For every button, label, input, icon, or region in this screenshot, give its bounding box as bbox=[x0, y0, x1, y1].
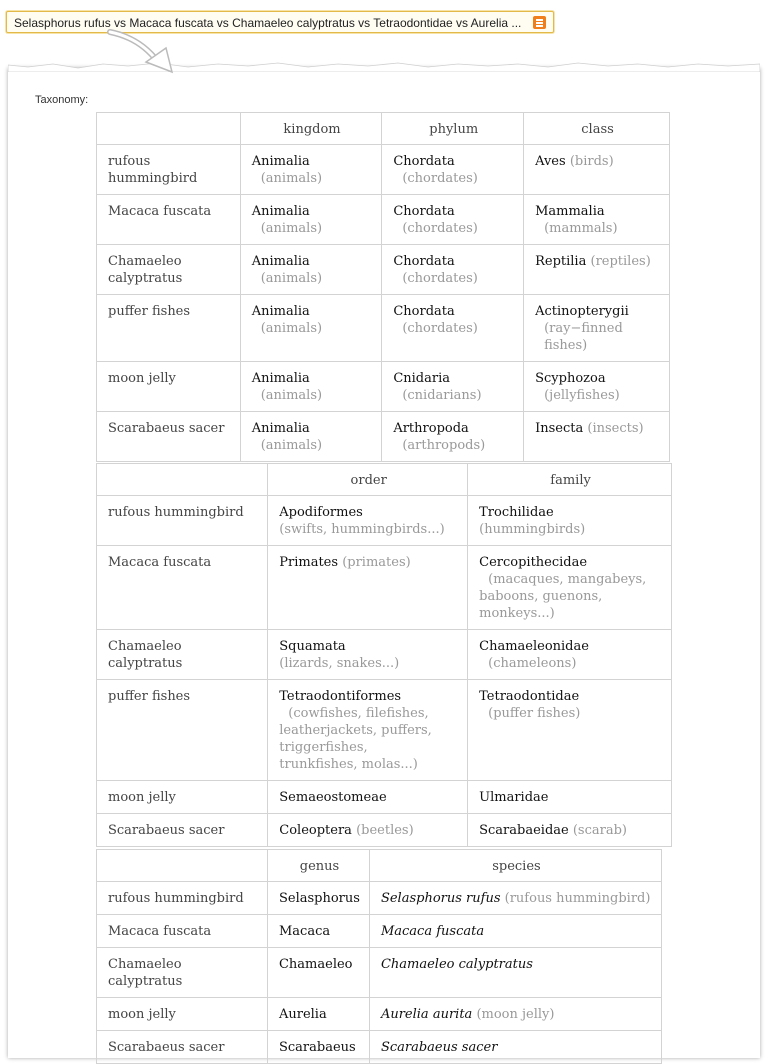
order-note: (beetles) bbox=[356, 823, 414, 838]
family-note: (macaques, mangabeys, baboons, guenons, monkeys...) bbox=[479, 572, 647, 621]
phylum-cell bbox=[382, 245, 524, 295]
species-cell bbox=[369, 915, 661, 948]
table-row bbox=[97, 295, 670, 362]
genus-cell: Selasphorus bbox=[267, 882, 369, 915]
row-name: moon jelly bbox=[97, 781, 268, 814]
table-header-row bbox=[97, 464, 672, 496]
phylum-value: Chordata bbox=[393, 254, 455, 269]
kingdom-value: Animalia bbox=[251, 421, 310, 436]
phylum-cell bbox=[382, 145, 524, 195]
table-row bbox=[97, 546, 672, 630]
class-note: (insects) bbox=[587, 421, 644, 436]
row-name: rufous hummingbird bbox=[97, 496, 268, 546]
family-note: (puffer fishes) bbox=[488, 706, 581, 721]
kingdom-cell bbox=[240, 412, 382, 462]
phylum-cell bbox=[382, 295, 524, 362]
table-row bbox=[97, 245, 670, 295]
phylum-cell bbox=[382, 362, 524, 412]
order-value: Apodiformes bbox=[279, 505, 363, 520]
family-cell bbox=[468, 814, 672, 847]
kingdom-cell bbox=[240, 145, 382, 195]
species-value: Selasphorus rufus bbox=[380, 891, 501, 906]
order-value: Squamata bbox=[279, 639, 346, 654]
kingdom-note: (animals) bbox=[260, 271, 323, 286]
row-name: puffer fishes bbox=[97, 680, 268, 781]
kingdom-note: (animals) bbox=[260, 388, 323, 403]
taxonomy-table-kingdom-class bbox=[96, 112, 670, 462]
class-value: Insecta bbox=[535, 421, 584, 436]
row-name: Macaca fuscata bbox=[97, 546, 268, 630]
kingdom-cell bbox=[240, 295, 382, 362]
table-row bbox=[97, 1031, 662, 1064]
curved-arrow-icon bbox=[100, 28, 180, 80]
row-name: puffer fishes bbox=[97, 295, 241, 362]
class-cell bbox=[524, 195, 670, 245]
header-species: species bbox=[369, 850, 661, 882]
header-kingdom: kingdom bbox=[240, 113, 382, 145]
header-class: class bbox=[524, 113, 670, 145]
header-blank bbox=[97, 113, 241, 145]
taxonomy-table-genus-species bbox=[96, 849, 662, 1064]
genus-cell: Chamaeleo bbox=[267, 948, 369, 998]
order-note: (lizards, snakes...) bbox=[279, 656, 400, 671]
family-value: Tetraodontidae bbox=[479, 689, 580, 704]
kingdom-value: Animalia bbox=[251, 154, 310, 169]
class-note: (ray−finned fishes) bbox=[544, 321, 623, 353]
phylum-cell bbox=[382, 195, 524, 245]
family-cell bbox=[468, 630, 672, 680]
class-cell bbox=[524, 245, 670, 295]
species-value: Aurelia aurita bbox=[380, 1007, 473, 1022]
order-cell bbox=[268, 814, 468, 847]
table-row bbox=[97, 145, 670, 195]
class-value: Actinopterygii bbox=[535, 304, 629, 319]
row-name: Macaca fuscata bbox=[97, 915, 268, 948]
row-name: rufous hummingbird bbox=[97, 145, 241, 195]
genus-cell: Aurelia bbox=[267, 998, 369, 1031]
row-name: Chamaeleo calyptratus bbox=[97, 245, 241, 295]
genus-cell: Scarabaeus bbox=[267, 1031, 369, 1064]
phylum-note: (chordates) bbox=[402, 321, 478, 336]
table-row bbox=[97, 195, 670, 245]
kingdom-cell bbox=[240, 362, 382, 412]
species-value: Scarabaeus sacer bbox=[380, 1040, 498, 1055]
header-family: family bbox=[468, 464, 672, 496]
family-note: (hummingbirds) bbox=[479, 522, 586, 537]
row-name: Scarabaeus sacer bbox=[97, 1031, 268, 1064]
class-cell bbox=[524, 412, 670, 462]
row-name: moon jelly bbox=[97, 362, 241, 412]
table-row bbox=[97, 814, 672, 847]
header-genus: genus bbox=[267, 850, 369, 882]
order-cell bbox=[268, 546, 468, 630]
family-note: (chameleons) bbox=[488, 656, 577, 671]
header-phylum: phylum bbox=[382, 113, 524, 145]
query-text[interactable]: Selasphorus rufus vs Macaca fuscata vs Chamaeleo calyptratus vs Tetraodontidae vs Aurelia ... bbox=[14, 16, 522, 30]
kingdom-note: (animals) bbox=[260, 221, 323, 236]
species-value: Chamaeleo calyptratus bbox=[380, 957, 533, 972]
species-note: (moon jelly) bbox=[476, 1007, 555, 1022]
species-note: (rufous hummingbird) bbox=[504, 891, 651, 906]
class-cell bbox=[524, 295, 670, 362]
table-row bbox=[97, 412, 670, 462]
kingdom-note: (animals) bbox=[260, 438, 323, 453]
order-cell bbox=[268, 496, 468, 546]
kingdom-cell bbox=[240, 245, 382, 295]
family-value: Ulmaridae bbox=[479, 790, 549, 805]
phylum-note: (chordates) bbox=[402, 271, 478, 286]
order-value: Primates bbox=[279, 555, 339, 570]
kingdom-note: (animals) bbox=[260, 321, 323, 336]
kingdom-value: Animalia bbox=[251, 254, 310, 269]
query-input[interactable] bbox=[6, 11, 554, 33]
family-cell bbox=[468, 496, 672, 546]
order-note: (primates) bbox=[342, 555, 411, 570]
class-value: Reptilia bbox=[535, 254, 587, 269]
species-cell bbox=[369, 1031, 661, 1064]
phylum-cell bbox=[382, 412, 524, 462]
class-value: Mammalia bbox=[535, 204, 605, 219]
family-cell bbox=[468, 781, 672, 814]
class-cell bbox=[524, 145, 670, 195]
phylum-note: (cnidarians) bbox=[402, 388, 482, 403]
orange-menu-icon[interactable] bbox=[533, 16, 546, 29]
table-row bbox=[97, 630, 672, 680]
taxonomy-table-order-family bbox=[96, 463, 672, 847]
header-blank bbox=[97, 464, 268, 496]
kingdom-note: (animals) bbox=[260, 171, 323, 186]
order-cell bbox=[268, 680, 468, 781]
row-name: Scarabaeus sacer bbox=[97, 412, 241, 462]
order-value: Semaeostomeae bbox=[279, 790, 387, 805]
table-row bbox=[97, 496, 672, 546]
family-value: Cercopithecidae bbox=[479, 555, 588, 570]
class-note: (birds) bbox=[569, 154, 614, 169]
kingdom-cell bbox=[240, 195, 382, 245]
class-note: (mammals) bbox=[544, 221, 618, 236]
row-name: Chamaeleo calyptratus bbox=[97, 630, 268, 680]
class-note: (reptiles) bbox=[590, 254, 651, 269]
class-note: (jellyfishes) bbox=[544, 388, 620, 403]
table-row bbox=[97, 882, 662, 915]
table-header-row bbox=[97, 113, 670, 145]
order-note: (cowfishes, filefishes, leatherjackets, puffers, triggerfishes, trunkfishes, molas...) bbox=[279, 706, 432, 772]
family-note: (scarab) bbox=[572, 823, 627, 838]
family-cell bbox=[468, 546, 672, 630]
phylum-value: Chordata bbox=[393, 204, 455, 219]
phylum-note: (chordates) bbox=[402, 171, 478, 186]
order-note: (swifts, hummingbirds...) bbox=[279, 522, 445, 537]
species-cell bbox=[369, 882, 661, 915]
species-cell bbox=[369, 948, 661, 998]
phylum-value: Arthropoda bbox=[393, 421, 469, 436]
phylum-note: (chordates) bbox=[402, 221, 478, 236]
family-value: Scarabaeidae bbox=[479, 823, 569, 838]
phylum-value: Chordata bbox=[393, 154, 455, 169]
header-order: order bbox=[268, 464, 468, 496]
section-label-taxonomy: Taxonomy: bbox=[35, 94, 89, 106]
row-name: Chamaeleo calyptratus bbox=[97, 948, 268, 998]
family-value: Chamaeleonidae bbox=[479, 639, 589, 654]
order-cell bbox=[268, 781, 468, 814]
kingdom-value: Animalia bbox=[251, 371, 310, 386]
order-value: Tetraodontiformes bbox=[279, 689, 402, 704]
table-row bbox=[97, 362, 670, 412]
row-name: rufous hummingbird bbox=[97, 882, 268, 915]
table-row bbox=[97, 680, 672, 781]
row-name: Scarabaeus sacer bbox=[97, 814, 268, 847]
table-row bbox=[97, 948, 662, 998]
class-value: Aves bbox=[535, 154, 566, 169]
species-value: Macaca fuscata bbox=[380, 924, 485, 939]
row-name: Macaca fuscata bbox=[97, 195, 241, 245]
phylum-value: Chordata bbox=[393, 304, 455, 319]
table-row bbox=[97, 781, 672, 814]
order-cell bbox=[268, 630, 468, 680]
table-row bbox=[97, 915, 662, 948]
kingdom-value: Animalia bbox=[251, 204, 310, 219]
header-blank bbox=[97, 850, 268, 882]
family-value: Trochilidae bbox=[479, 505, 554, 520]
class-value: Scyphozoa bbox=[535, 371, 606, 386]
order-value: Coleoptera bbox=[279, 823, 352, 838]
table-row bbox=[97, 998, 662, 1031]
species-cell bbox=[369, 998, 661, 1031]
row-name: moon jelly bbox=[97, 998, 268, 1031]
phylum-note: (arthropods) bbox=[402, 438, 486, 453]
family-cell bbox=[468, 680, 672, 781]
table-header-row bbox=[97, 850, 662, 882]
phylum-value: Cnidaria bbox=[393, 371, 450, 386]
kingdom-value: Animalia bbox=[251, 304, 310, 319]
genus-cell: Macaca bbox=[267, 915, 369, 948]
class-cell bbox=[524, 362, 670, 412]
